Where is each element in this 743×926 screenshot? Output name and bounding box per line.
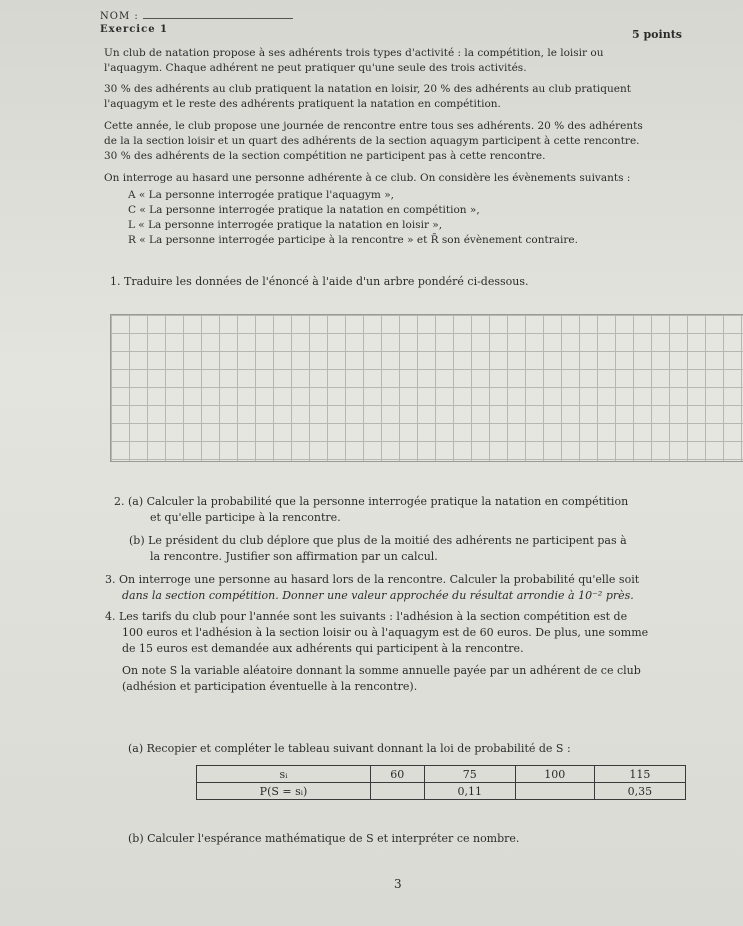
- table-row: [197, 783, 686, 800]
- intro-line: l'aquagym. Chaque adhérent ne peut pratiquer qu'une seule des trois activités.: [104, 62, 527, 74]
- table-cell: 0,35: [594, 783, 685, 800]
- table-cell: P(S = sᵢ): [197, 783, 371, 800]
- intro-line: l'aquagym et le reste des adhérents pratiquent la natation en compétition.: [104, 98, 501, 110]
- probability-table: [196, 765, 686, 800]
- points-label: 5 points: [632, 28, 682, 41]
- intro-line: de la la section loisir et un quart des adhérents de la section aquagym participent à cette rencontre.: [104, 135, 640, 147]
- table-cell[interactable]: [370, 783, 424, 800]
- question-3: 3. On interroge une personne au hasard lors de la rencontre. Calculer la probabilité qu'elle soit: [105, 573, 640, 586]
- question-4-line: 100 euros et l'adhésion à la section loisir ou à l'aquagym est de 60 euros. De plus, une somme: [122, 626, 649, 639]
- table-cell[interactable]: [515, 783, 594, 800]
- event-r: R « La personne interrogée participe à la rencontre » et R̄ son évènement contraire.: [128, 234, 578, 246]
- question-2a: 2. (a) Calculer la probabilité que la personne interrogée pratique la natation en compétition: [114, 495, 629, 508]
- intro-line: Cette année, le club propose une journée de rencontre entre tous ses adhérents. 20 % des adhérents: [104, 120, 643, 132]
- table-cell: 0,11: [424, 783, 515, 800]
- table-cell: sᵢ: [197, 766, 371, 783]
- question-2b: (b) Le président du club déplore que plus de la moitié des adhérents ne participent pas à: [129, 534, 627, 547]
- name-label: NOM :: [100, 8, 293, 22]
- table-row: [197, 766, 686, 783]
- event-a: A « La personne interrogée pratique l'aquagym »,: [128, 189, 394, 201]
- question-4: 4. Les tarifs du club pour l'année sont les suivants : l'adhésion à la section compétition est de: [105, 610, 628, 623]
- intro-line: On interroge au hasard une personne adhérente à ce club. On considère les évènements suivants :: [104, 172, 631, 184]
- event-l: L « La personne interrogée pratique la natation en loisir »,: [128, 219, 443, 231]
- intro-line: Un club de natation propose à ses adhérents trois types d'activité : la compétition, le loisir ou: [104, 47, 604, 59]
- table-cell: 115: [594, 766, 685, 783]
- question-2b-cont: la rencontre. Justifier son affirmation par un calcul.: [150, 550, 438, 563]
- intro-line: 30 % des adhérents au club pratiquent la natation en loisir, 20 % des adhérents au club pratiquent: [104, 83, 631, 95]
- question-4b: (b) Calculer l'espérance mathématique de S et interpréter ce nombre.: [128, 832, 520, 845]
- question-4a: (a) Recopier et compléter le tableau suivant donnant la loi de probabilité de S :: [128, 742, 571, 755]
- intro-line: 30 % des adhérents de la section compétition ne participent pas à cette rencontre.: [104, 150, 546, 162]
- question-1: 1. Traduire les données de l'énoncé à l'aide d'un arbre pondéré ci-dessous.: [110, 275, 529, 288]
- tree-drawing-grid[interactable]: [110, 314, 743, 462]
- table-cell: 75: [424, 766, 515, 783]
- question-2a-cont: et qu'elle participe à la rencontre.: [150, 511, 341, 524]
- page-number: 3: [394, 877, 402, 891]
- exercise-title: Exercice 1: [100, 24, 168, 35]
- table-cell: 100: [515, 766, 594, 783]
- question-4-line: de 15 euros est demandée aux adhérents qui participent à la rencontre.: [122, 642, 524, 655]
- event-c: C « La personne interrogée pratique la natation en compétition »,: [128, 204, 480, 216]
- question-3-cont: dans la section compétition. Donner une valeur approchée du résultat arrondie à 10⁻² près.: [122, 589, 634, 602]
- question-4-line: On note S la variable aléatoire donnant la somme annuelle payée par un adhérent de ce club: [122, 664, 641, 677]
- question-4-line: (adhésion et participation éventuelle à la rencontre).: [122, 680, 418, 693]
- table-cell: 60: [370, 766, 424, 783]
